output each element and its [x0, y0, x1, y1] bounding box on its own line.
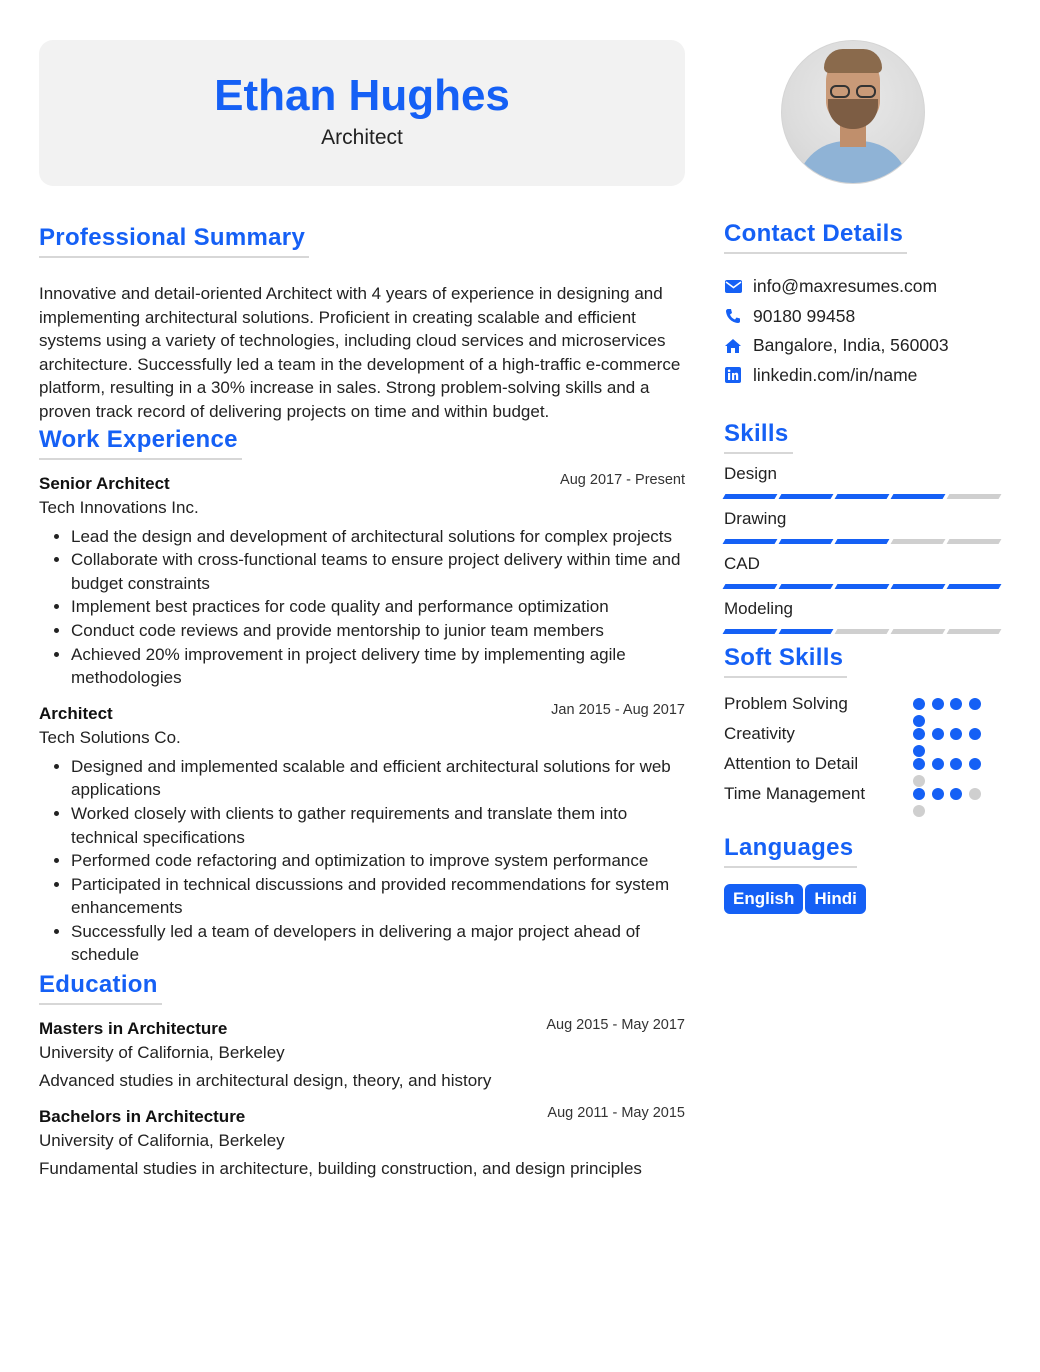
bullet-item: • Conduct code reviews and provide mentorship to junior team members [71, 619, 685, 643]
job-entry [39, 701, 685, 967]
languages-heading: Languages [724, 834, 857, 868]
experience-section [39, 426, 685, 968]
job-title: Senior Architect [39, 473, 170, 493]
skill-level-bar [724, 494, 1000, 499]
skill-level-segment [947, 629, 1002, 634]
rating-dot [932, 698, 944, 710]
bullet-item: • Designed and implemented scalable and efficient architectural solutions for web applications [71, 755, 685, 802]
rating-dot [913, 758, 925, 770]
summary-text: Innovative and detail-oriented Architect with 4 years of experience in designing and implementing architectural solutions. Proficient in creating scalable and efficient systems using a variety of technologies, including cloud services and microservices architecture. Successfully led a team in the development of a high-traffic e-commerce platform, resulting in a 30% increase in sales. Strong problem-solving skills and a proven track record of delivering projects on time and within budget. [39, 284, 681, 421]
skill-level-segment [891, 584, 946, 589]
address-text: Bangalore, India, 560003 [753, 335, 949, 356]
skill-level-segment [947, 494, 1002, 499]
skill-item [724, 599, 1000, 634]
rating-dot [950, 698, 962, 710]
resume-header [39, 40, 685, 186]
skill-level-segment [947, 584, 1002, 589]
email-text: info@maxresumes.com [753, 276, 938, 297]
bullet-item: • Successfully led a team of developers in delivering a major project ahead of schedule [71, 920, 685, 967]
soft-skill-name: Time Management [724, 784, 866, 803]
bullet-item: • Lead the design and development of architectural solutions for complex projects [71, 525, 685, 549]
linkedin-icon [724, 366, 742, 384]
skill-level-segment [723, 539, 778, 544]
skill-level-segment [835, 494, 890, 499]
skill-level-bar [724, 629, 1000, 634]
contact-section [724, 220, 1000, 390]
language-badge: Hindi [805, 884, 866, 914]
skill-level-segment [835, 584, 890, 589]
job-dates: Aug 2017 - Present [560, 471, 685, 488]
skill-level-segment [779, 584, 834, 589]
education-dates: Aug 2015 - May 2017 [546, 1017, 685, 1034]
linkedin-text: linkedin.com/in/name [753, 364, 918, 385]
rating-dot [913, 788, 925, 800]
experience-heading: Work Experience [39, 426, 242, 460]
rating-dot [913, 698, 925, 710]
soft-skill-name: Creativity [724, 724, 795, 743]
sidebar-column [724, 40, 1000, 914]
skill-name: Design [724, 464, 777, 483]
rating-dot [932, 788, 944, 800]
job-company: Tech Innovations Inc. [39, 497, 199, 517]
skill-level-segment [891, 539, 946, 544]
soft-skills-section [724, 644, 1000, 814]
skill-item [724, 509, 1000, 544]
skill-level-segment [835, 629, 890, 634]
education-description: Fundamental studies in architecture, building construction, and design principles [39, 1159, 642, 1179]
job-entry [39, 471, 685, 690]
soft-skill-item [724, 784, 1000, 814]
rating-dot [932, 758, 944, 770]
skill-item [724, 554, 1000, 589]
language-badge: English [724, 884, 803, 914]
skill-name: CAD [724, 554, 760, 573]
skills-section [724, 420, 1000, 634]
phone-text: 90180 99458 [753, 305, 856, 326]
rating-dot [969, 728, 981, 740]
skill-level-segment [835, 539, 890, 544]
education-entry [39, 1019, 685, 1091]
rating-dot [969, 788, 981, 800]
bullet-item: • Performed code refactoring and optimization to improve system performance [71, 849, 685, 873]
contact-email[interactable] [724, 272, 1000, 302]
skill-item [724, 464, 1000, 499]
education-section [39, 971, 685, 1179]
skill-level-segment [723, 629, 778, 634]
rating-dot [950, 728, 962, 740]
soft-skills-heading: Soft Skills [724, 644, 847, 678]
skill-level-segment [779, 539, 834, 544]
skill-level-segment [891, 629, 946, 634]
phone-icon [724, 307, 742, 325]
contact-heading: Contact Details [724, 220, 907, 254]
rating-dot [913, 805, 925, 817]
skill-level-segment [723, 494, 778, 499]
candidate-name: Ethan Hughes [214, 71, 510, 120]
skill-name: Drawing [724, 509, 787, 528]
rating-dot [913, 728, 925, 740]
education-entry [39, 1107, 685, 1179]
soft-skill-item [724, 724, 1000, 754]
degree-title: Masters in Architecture [39, 1019, 228, 1039]
profile-photo [781, 40, 925, 184]
bullet-item: • Implement best practices for code quality and performance optimization [71, 595, 685, 619]
contact-linkedin[interactable] [724, 361, 1000, 391]
bullet-item: • Worked closely with clients to gather requirements and translate them into technical specifications [71, 802, 685, 849]
rating-dot [969, 758, 981, 770]
job-bullets [39, 755, 685, 967]
education-description: Advanced studies in architectural design, theory, and history [39, 1071, 492, 1091]
job-dates: Jan 2015 - Aug 2017 [551, 701, 685, 718]
skill-level-segment [947, 539, 1002, 544]
skill-level-bar [724, 584, 1000, 589]
rating-dot [932, 728, 944, 740]
soft-skill-item [724, 694, 1000, 724]
languages-section [724, 834, 1000, 914]
skill-level-bar [724, 539, 1000, 544]
bullet-item: • Collaborate with cross-functional teams to ensure project delivery within time and budget constraints [71, 548, 685, 595]
degree-title: Bachelors in Architecture [39, 1107, 246, 1127]
skill-level-segment [779, 629, 834, 634]
skill-level-segment [723, 584, 778, 589]
main-column [39, 40, 685, 1179]
skill-level-segment [779, 494, 834, 499]
candidate-title: Architect [321, 126, 403, 149]
school-name: University of California, Berkeley [39, 1131, 285, 1151]
job-bullets [39, 525, 685, 690]
soft-skill-name: Problem Solving [724, 694, 848, 713]
bullet-item: • Participated in technical discussions and provided recommendations for system enhancements [71, 873, 685, 920]
school-name: University of California, Berkeley [39, 1043, 285, 1063]
home-icon [724, 337, 742, 355]
summary-section [39, 224, 685, 424]
skills-heading: Skills [724, 420, 793, 454]
rating-dot [950, 788, 962, 800]
education-dates: Aug 2011 - May 2015 [547, 1105, 685, 1122]
contact-address [724, 331, 1000, 361]
soft-skill-item [724, 754, 1000, 784]
soft-skill-name: Attention to Detail [724, 754, 859, 773]
envelope-icon [724, 278, 742, 296]
skill-name: Modeling [724, 599, 793, 618]
rating-dot [969, 698, 981, 710]
bullet-item: • Achieved 20% improvement in project delivery time by implementing agile methodologies [71, 643, 685, 690]
summary-heading: Professional Summary [39, 224, 309, 258]
education-heading: Education [39, 971, 162, 1005]
skill-level-segment [891, 494, 946, 499]
contact-phone[interactable] [724, 302, 1000, 332]
rating-dot [950, 758, 962, 770]
job-title: Architect [39, 703, 113, 723]
job-company: Tech Solutions Co. [39, 727, 181, 747]
